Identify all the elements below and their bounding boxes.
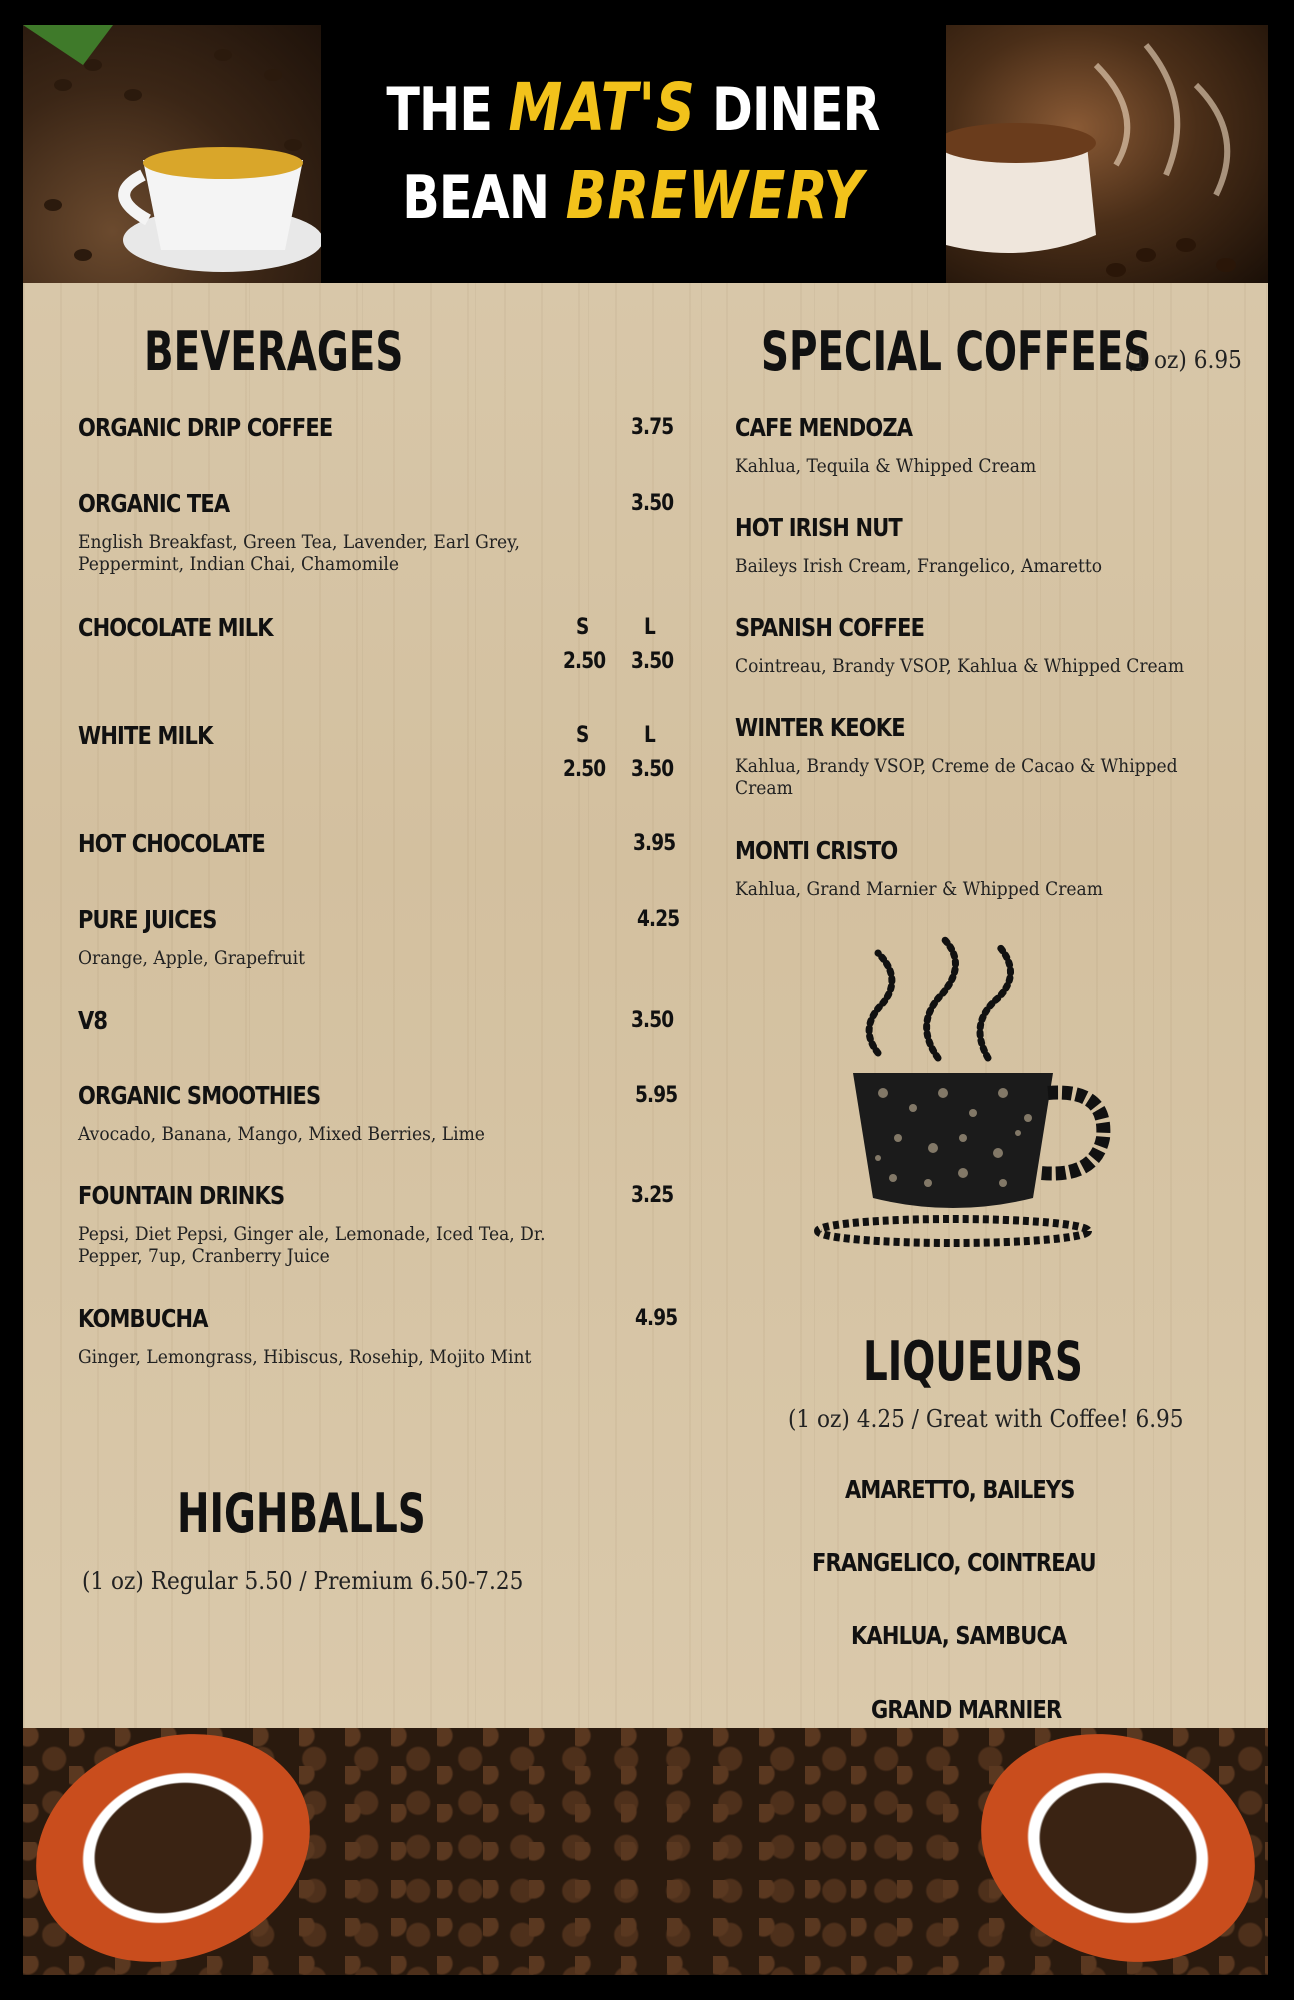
item-name: ORGANIC TEA [78, 489, 230, 518]
beverages-heading: BEVERAGES [144, 320, 404, 383]
item-description: Kahlua, Brandy VSOP, Creme de Cacao & Whipped [735, 755, 1178, 777]
item-description: English Breakfast, Green Tea, Lavender, Earl Grey, [78, 531, 520, 553]
item-name: MONTI CRISTO [735, 836, 898, 865]
liqueur-line: FRANGELICO, COINTREAU [812, 1548, 1096, 1577]
spilled-cup-right [949, 1728, 1268, 1975]
item-description: Pepsi, Diet Pepsi, Ginger ale, Lemonade, Iced Tea, Dr. [78, 1223, 546, 1245]
item-name: WHITE MILK [78, 721, 213, 750]
item-price: 3.75 [631, 415, 674, 440]
item-name: SPANISH COFFEE [735, 613, 925, 642]
item-description: Cointreau, Brandy VSOP, Kahlua & Whipped Cream [735, 655, 1185, 677]
spilled-cup-left [23, 1728, 342, 1975]
item-description: Cream [735, 777, 793, 799]
title-brewery: BREWERY [565, 157, 864, 234]
item-name: FOUNTAIN DRINKS [78, 1181, 285, 1210]
restaurant-title [323, 65, 943, 241]
size-small-label: S [576, 615, 589, 640]
menu-page [23, 25, 1268, 1975]
special-coffees-price-note: (1 oz) 6.95 [1125, 346, 1242, 374]
liqueur-line: AMARETTO, BAILEYS [845, 1475, 1075, 1504]
item-name: CHOCOLATE MILK [78, 613, 273, 642]
item-name: PURE JUICES [78, 905, 217, 934]
item-name: CAFE MENDOZA [735, 413, 913, 442]
item-name: ORGANIC DRIP COFFEE [78, 413, 333, 442]
liqueur-line: KAHLUA, SAMBUCA [851, 1621, 1067, 1650]
item-price: 3.50 [631, 1008, 674, 1033]
highballs-prices: (1 oz) Regular 5.50 / Premium 6.50-7.25 [82, 1567, 524, 1595]
item-price: 5.95 [635, 1083, 678, 1108]
size-small-label: S [576, 723, 589, 748]
item-description: Kahlua, Tequila & Whipped Cream [735, 455, 1037, 477]
price-large: 3.50 [631, 757, 674, 782]
item-price: 4.95 [635, 1306, 678, 1331]
coffee-beans-photo [23, 1728, 1268, 1975]
liqueurs-heading: LIQUEURS [863, 1330, 1083, 1393]
title-line-2 [379, 153, 887, 241]
coffee-cup-beans-icon [803, 933, 1133, 1258]
size-large-label: L [644, 615, 655, 640]
item-name: WINTER KEOKE [735, 713, 905, 742]
item-name: HOT IRISH NUT [735, 513, 902, 542]
price-small: 2.50 [563, 649, 606, 674]
size-large-label: L [644, 723, 655, 748]
item-description: Orange, Apple, Grapefruit [78, 947, 305, 969]
special-coffees-heading: SPECIAL COFFEES [761, 320, 1152, 383]
menu-header [23, 25, 1268, 283]
highballs-heading: HIGHBALLS [177, 1482, 426, 1545]
liqueur-line: GRAND MARNIER [871, 1695, 1062, 1724]
title-the: THE [386, 75, 493, 145]
menu-panel [23, 283, 1268, 1728]
item-name: HOT CHOCOLATE [78, 829, 265, 858]
item-description: Baileys Irish Cream, Frangelico, Amaretto [735, 555, 1103, 577]
item-name: KOMBUCHA [78, 1304, 208, 1333]
price-large: 3.50 [631, 649, 674, 674]
item-description: Avocado, Banana, Mango, Mixed Berries, Lime [78, 1123, 485, 1145]
title-diner: DINER [711, 75, 880, 145]
item-name: ORGANIC SMOOTHIES [78, 1081, 321, 1110]
price-small: 2.50 [563, 757, 606, 782]
liqueurs-prices: (1 oz) 4.25 / Great with Coffee! 6.95 [788, 1405, 1184, 1433]
title-mats: MAT'S [508, 69, 696, 146]
item-name: V8 [78, 1006, 108, 1035]
item-price: 3.95 [633, 831, 676, 856]
item-description: Peppermint, Indian Chai, Chamomile [78, 553, 400, 575]
title-bean: BEAN [402, 163, 550, 233]
item-price: 3.50 [631, 491, 674, 516]
item-price: 4.25 [637, 907, 680, 932]
item-description: Pepper, 7up, Cranberry Juice [78, 1245, 330, 1267]
steaming-coffee-photo [946, 25, 1268, 283]
item-price: 3.25 [631, 1183, 674, 1208]
item-description: Kahlua, Grand Marnier & Whipped Cream [735, 878, 1103, 900]
title-line-1 [379, 65, 887, 153]
item-description: Ginger, Lemongrass, Hibiscus, Rosehip, Mojito Mint [78, 1346, 532, 1368]
coffee-cup-beans-photo [23, 25, 321, 283]
